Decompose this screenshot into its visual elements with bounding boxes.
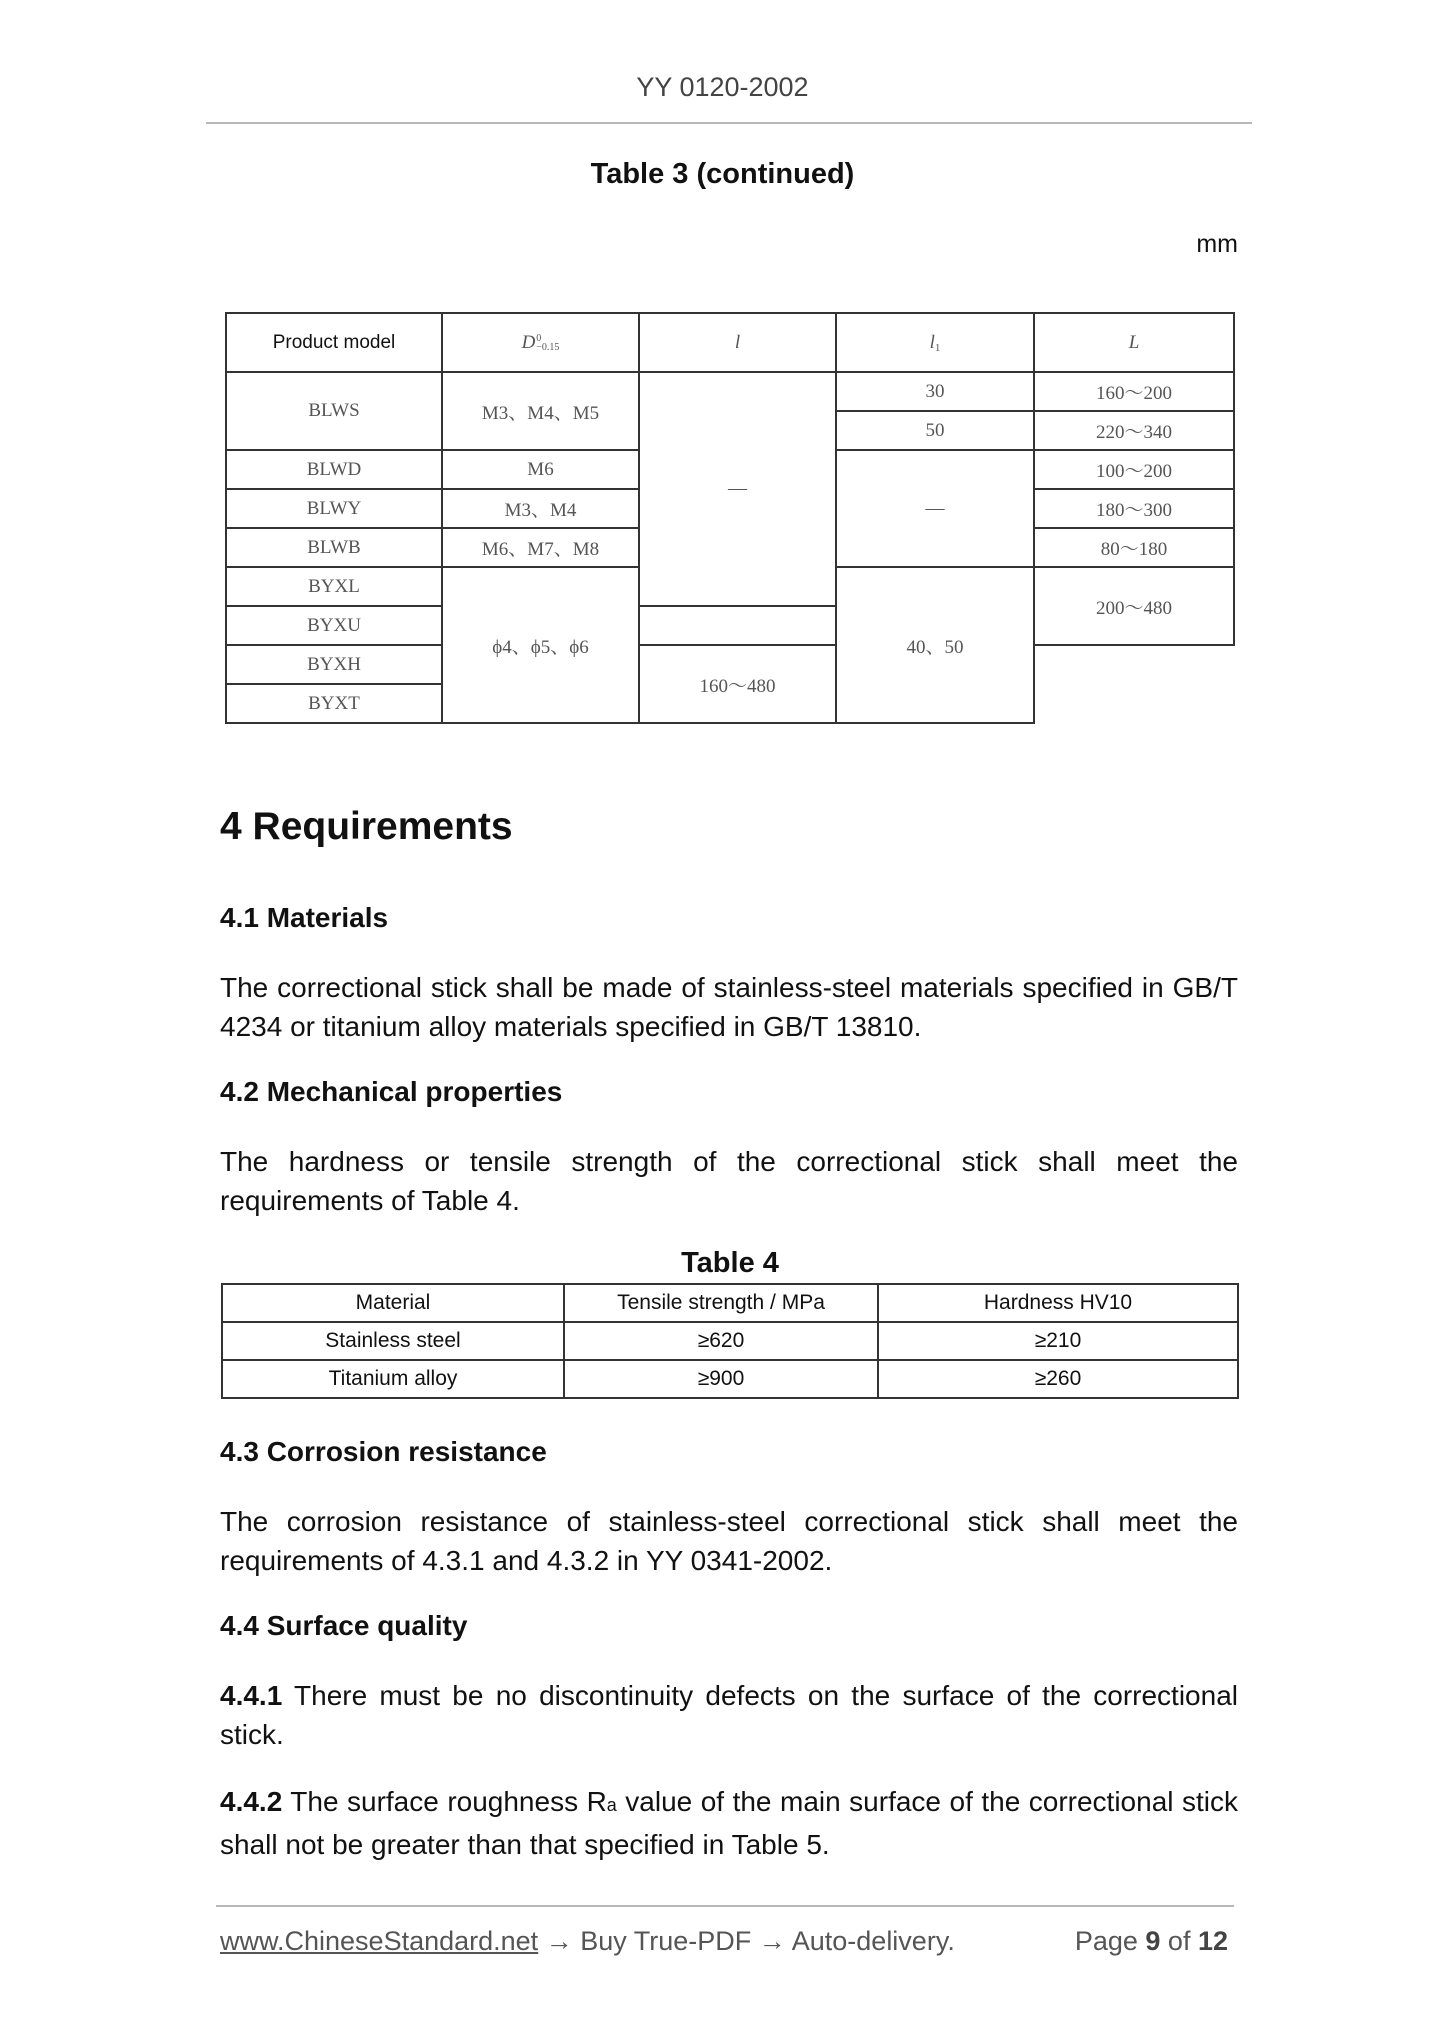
website-link[interactable]: www.ChineseStandard.net	[220, 1926, 539, 1956]
table4	[221, 1283, 1239, 1399]
table3-title: Table 3 (continued)	[590, 158, 855, 190]
page-label: Page	[1074, 1926, 1146, 1956]
model-cell: BLWB	[226, 528, 442, 567]
subsection-heading: 4.2 Mechanical properties	[220, 1076, 563, 1107]
model-cell: BYXL	[226, 567, 442, 606]
L-cell: 180～300	[1034, 489, 1234, 528]
model-cell: BYXU	[226, 606, 442, 645]
header-diameter-symbol: D	[521, 331, 536, 353]
l1-cell: 40、50	[836, 567, 1034, 723]
L-cell: 100～200	[1034, 450, 1234, 489]
header-divider	[206, 122, 1252, 124]
footer-promo	[220, 1926, 955, 1957]
L-cell: 80～180	[1034, 528, 1234, 567]
clause-number: 4.4.1	[220, 1680, 283, 1711]
header-L: L	[1034, 313, 1234, 372]
section-heading: 4 Requirements	[220, 805, 513, 848]
header-l1-symbol: l	[929, 331, 935, 353]
subsection-heading: 4.3 Corrosion resistance	[220, 1436, 547, 1467]
paragraph	[220, 1782, 1238, 1864]
model-cell: BLWS	[226, 372, 442, 450]
L-cell: 160～480	[639, 645, 836, 723]
l-dash-cell: —	[639, 372, 836, 606]
table-cell: ≥900	[564, 1360, 878, 1398]
paragraph: The hardness or tensile strength of the correctional stick shall meet the requirements of Table 4.	[220, 1146, 1238, 1216]
table-cell: Hardness HV10	[878, 1284, 1238, 1322]
tolerance-upper: 0	[536, 333, 542, 345]
paragraph: The corrosion resistance of stainless-steel correctional stick shall meet the requirements of 4.3.1 and 4.3.2 in YY 0341-2002.	[220, 1506, 1238, 1576]
table-row	[222, 1284, 1238, 1322]
d-cell: M6、M7、M8	[442, 528, 639, 567]
model-cell: BYXH	[226, 645, 442, 684]
roughness-subscript: a	[606, 1795, 617, 1815]
l1-cell: 50	[836, 411, 1034, 450]
d-cell: M3、M4	[442, 489, 639, 528]
table-cell: ≥260	[878, 1360, 1238, 1398]
clause-number: 4.4.2	[220, 1786, 283, 1817]
table-row	[222, 1360, 1238, 1398]
L-cell: 220～340	[1034, 411, 1234, 450]
page-number: 9	[1145, 1926, 1161, 1956]
subsection-heading: 4.4 Surface quality	[220, 1610, 468, 1641]
table-row	[226, 645, 1234, 684]
d-cell: M6	[442, 450, 639, 489]
header-diameter-tolerance	[536, 334, 559, 352]
table-cell: Tensile strength / MPa	[564, 1284, 878, 1322]
subsection-heading: 4.1 Materials	[220, 902, 389, 933]
table-cell: ≥620	[564, 1322, 878, 1360]
document-code: YY 0120-2002	[636, 72, 809, 102]
clause-text: value of the main surface of the correctional stick shall not be greater than that specified in Table 5.	[220, 1786, 1238, 1860]
table3-unit: mm	[1196, 230, 1238, 258]
table-row	[226, 372, 1234, 411]
paragraph: The correctional stick shall be made of stainless-steel materials specified in GB/T 4234 or titanium alloy materials specified in GB/T 13810.	[220, 972, 1238, 1042]
page-total: 12	[1197, 1926, 1228, 1956]
paragraph	[220, 1676, 1238, 1754]
footer-divider	[216, 1905, 1234, 1907]
model-cell: BLWY	[226, 489, 442, 528]
header-l1-subscript: 1	[934, 341, 941, 354]
L-cell: 160～200	[1034, 372, 1234, 411]
l1-cell: 30	[836, 372, 1034, 411]
header-l: l	[639, 313, 836, 372]
table-cell: ≥210	[878, 1322, 1238, 1360]
clause-text: There must be no discontinuity defects on the surface of the correctional stick.	[220, 1680, 1238, 1750]
clause-text: The surface roughness R	[282, 1786, 607, 1817]
header-l1	[836, 313, 1034, 372]
header-diameter	[442, 313, 639, 372]
tolerance-lower: −0.15	[536, 342, 560, 354]
model-cell: BYXT	[226, 684, 442, 723]
table3	[225, 312, 1235, 724]
table3-header-row	[226, 313, 1234, 372]
table4-title: Table 4	[681, 1247, 779, 1279]
table-cell: Material	[222, 1284, 564, 1322]
d-cell: ϕ4、ϕ5、ϕ6	[442, 567, 639, 723]
page-indicator	[1075, 1926, 1228, 1957]
of-label: of	[1160, 1926, 1198, 1956]
table-row	[222, 1322, 1238, 1360]
l1-dash-cell: —	[836, 450, 1034, 567]
header-product-model: Product model	[226, 313, 442, 372]
table-cell: Titanium alloy	[222, 1360, 564, 1398]
table-cell: Stainless steel	[222, 1322, 564, 1360]
model-cell: BLWD	[226, 450, 442, 489]
footer-promo-text: → Buy True-PDF → Auto-delivery.	[538, 1926, 955, 1956]
d-cell: M3、M4、M5	[442, 372, 639, 450]
L-cell: 200～480	[1034, 567, 1234, 645]
